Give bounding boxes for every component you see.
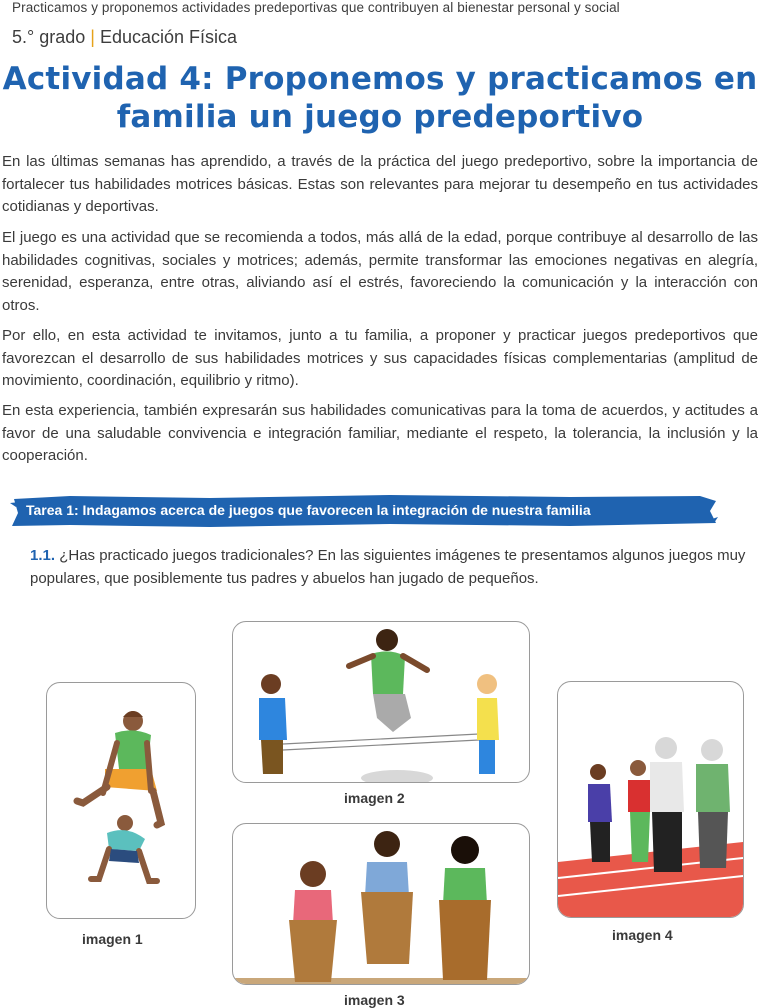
caption-image-3: imagen 3 [344,992,405,1008]
question-1-1 [30,545,758,590]
paragraph-4: En esta experiencia, también expresarán sus habilidades comunicativas para la toma de acuerdos, y actitudes a favor de una saludable convivencia e integración familiar, mediante el respeto, la tolerancia, la inclusión y la cooperación. [2,402,758,464]
image-2-elastic-jump [232,621,530,783]
image-4-three-legged-race [557,681,744,918]
grade-subject-line [12,27,237,48]
subject-label: Educación Física [99,27,238,47]
image-1-leapfrog [46,682,196,919]
task-banner [10,493,718,529]
paragraph-3: Por ello, en esta actividad te invitamos, junto a tu familia, a proponer y practicar juegos predeportivos que favorezcan el desarrollo de sus habilidades motrices y sus capacidades físicas complementarias (amplitud de movimiento, coordinación, equilibrio y ritmo). [2,327,758,389]
running-header: Practicamos y proponemos actividades predeportivas que contribuyen al bienestar personal y social [12,0,620,15]
three-legged-race-illustration [558,682,743,917]
task-banner-text: Tarea 1: Indagamos acerca de juegos que favorecen la integración de nuestra familia [26,502,591,518]
sack-race-illustration [233,824,529,984]
caption-image-1: imagen 1 [82,931,143,947]
caption-image-2: imagen 2 [344,790,405,806]
grade-label: 5.° grado [12,27,86,47]
title-line-1: Actividad 4: Proponemos y practicamos en [2,61,758,97]
paragraph-1: En las últimas semanas has aprendido, a través de la práctica del juego predeportivo, sobre la importancia de fortalecer tus habilidades motrices básicas. Estas son relevantes para mejorar tu desempeño en tus actividades cotidianas y deportivas. [2,153,758,215]
separator: | [90,27,95,47]
page-title [0,60,760,136]
question-text: ¿Has practicado juegos tradicionales? En las siguientes imágenes te presentamos algunos juegos muy populares, que posiblemente tus padres y abuelos han jugado de pequeños. [30,547,746,587]
paragraph-2: El juego es una actividad que se recomienda a todos, más allá de la edad, porque contribuye al desarrollo de las habilidades cognitivas, sociales y motrices; además, permite transformar las emociones negativas en alegría, serenidad, esperanza, entre otras, aliviando así el estrés, favoreciendo la comunicación y la interacción con otros. [2,229,758,314]
leapfrog-illustration [47,683,195,918]
question-number: 1.1. [30,547,56,564]
caption-image-4: imagen 4 [612,927,673,943]
elastic-jump-illustration [233,622,529,782]
title-line-2: familia un juego predeportivo [116,99,644,135]
image-3-sack-race [232,823,530,985]
